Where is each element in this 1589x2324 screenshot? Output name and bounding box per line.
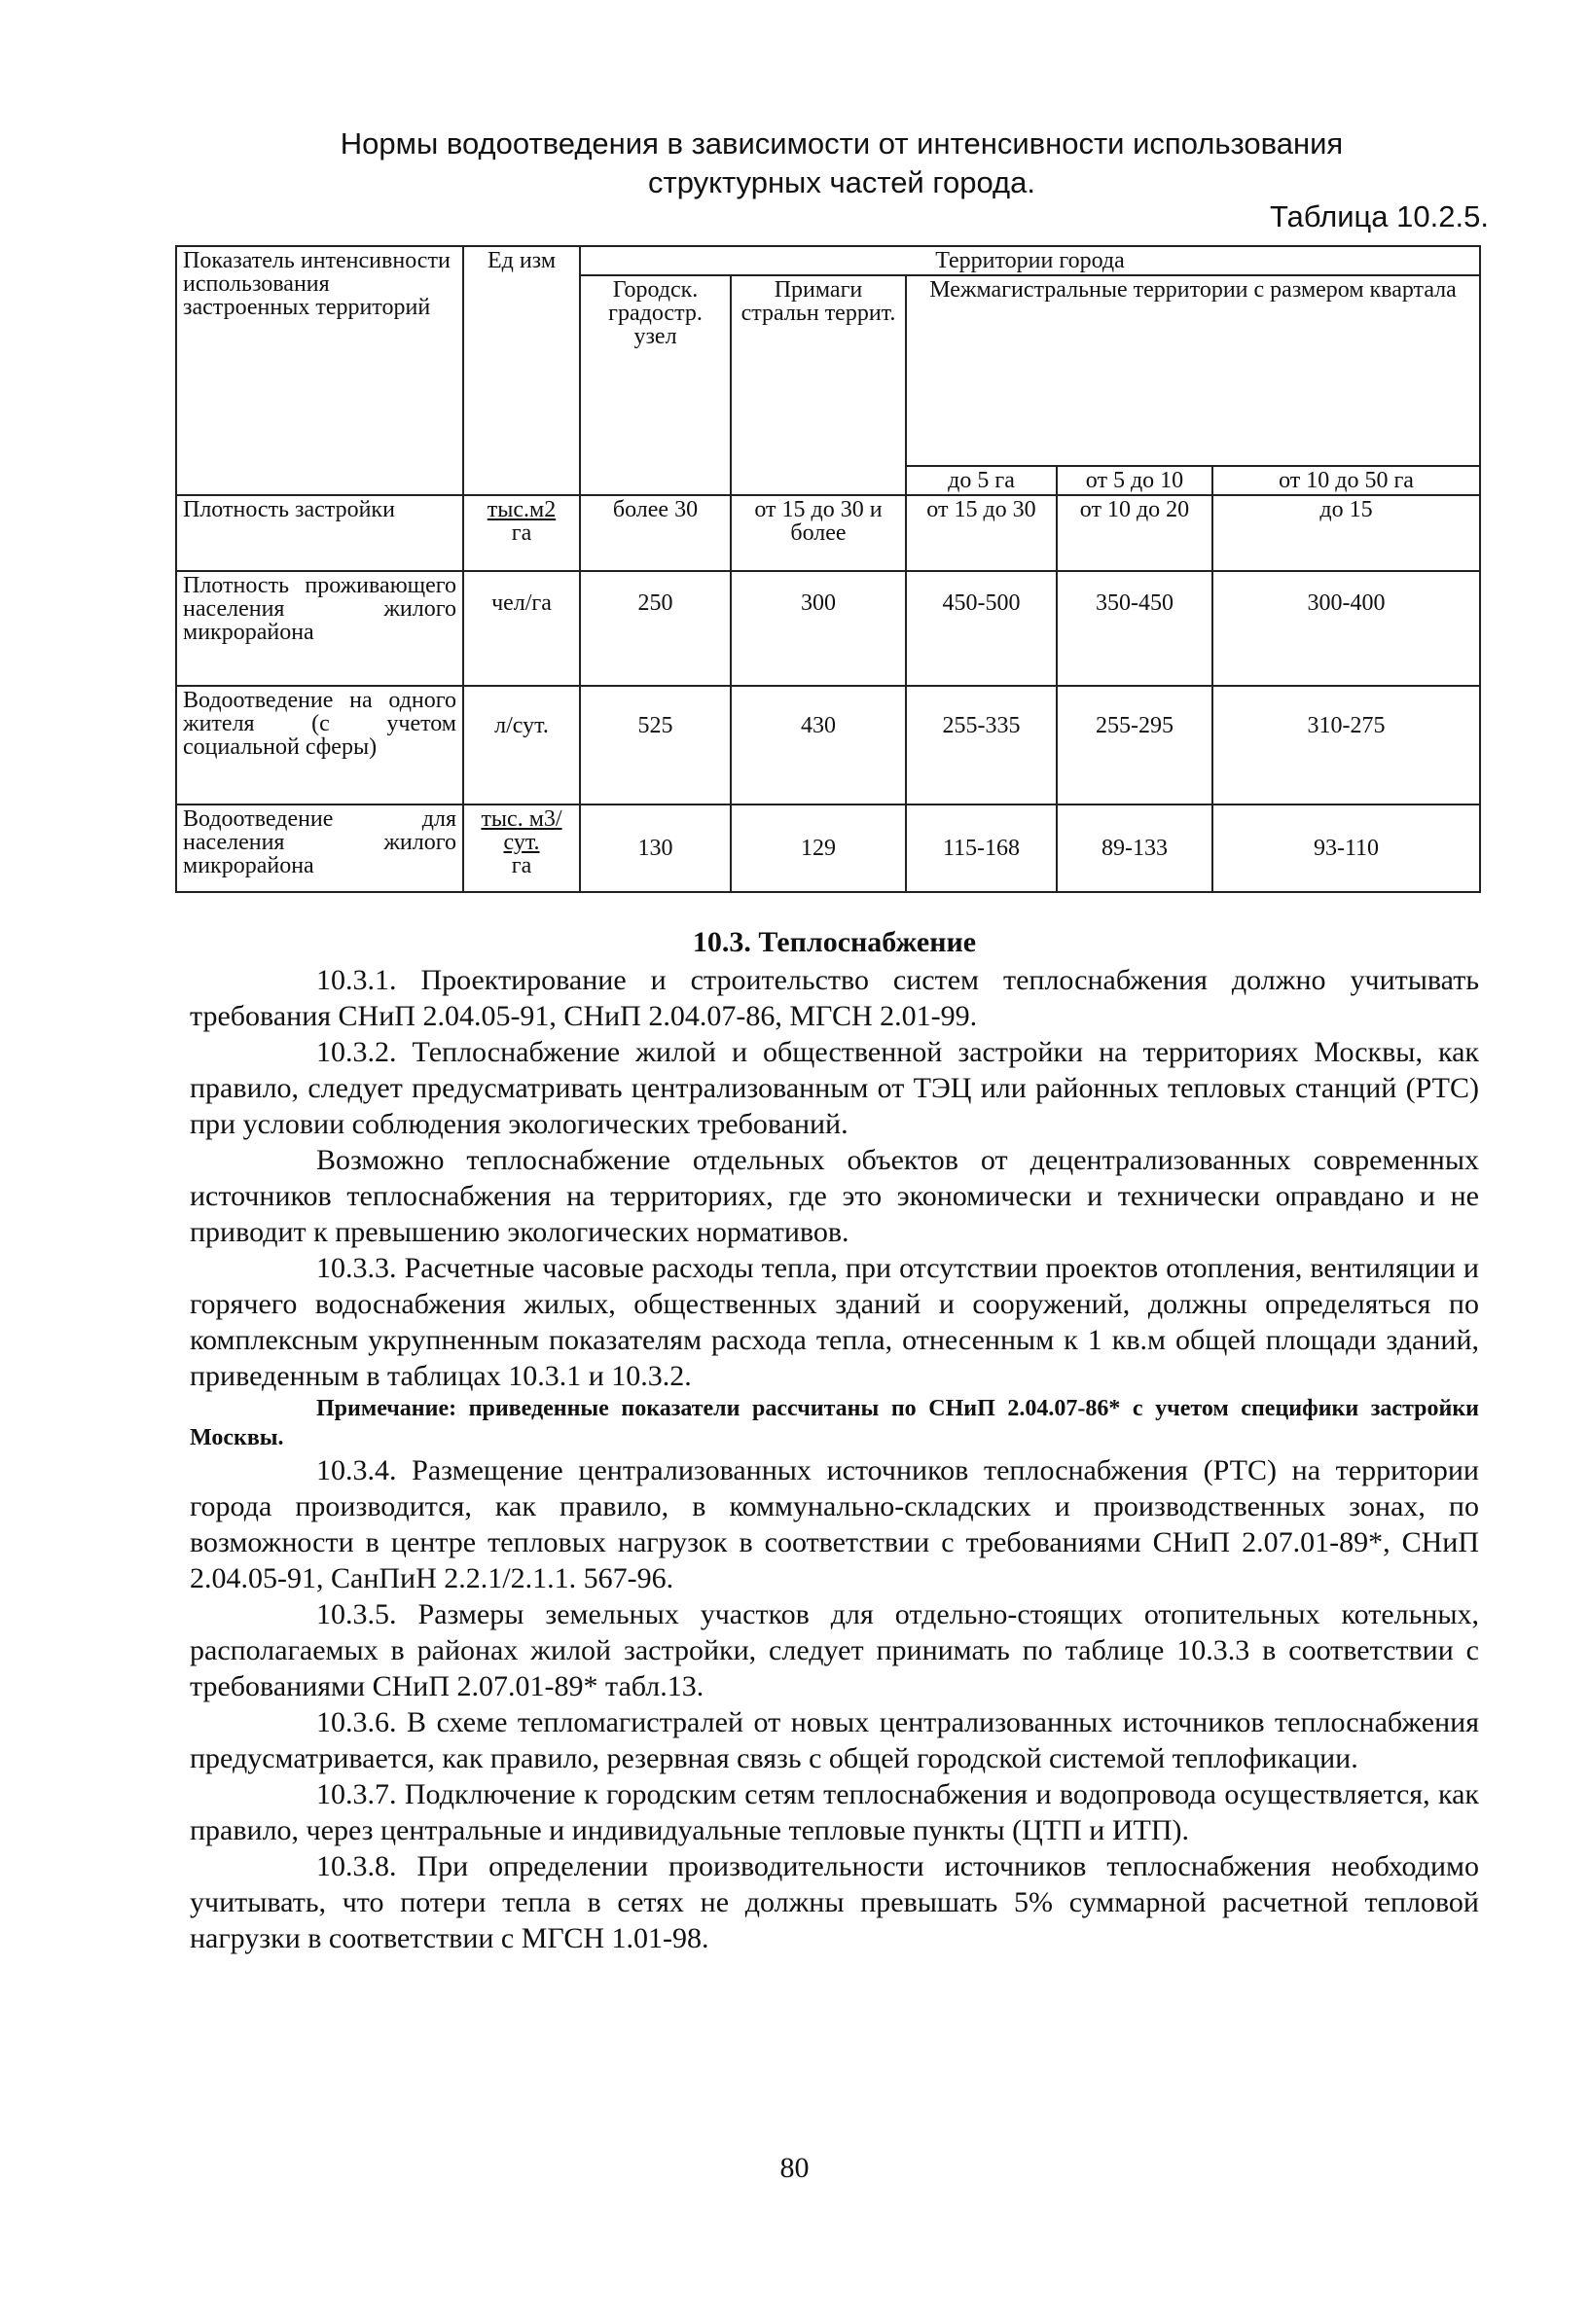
paragraph-10-3-1: 10.3.1. Проектирование и строительство систем теплоснабжения должно учитывать требования СНиП 2.04.05-91, СНиП 2.04.07-86, МГСН 2.01-99.: [190, 964, 1479, 1032]
row-unit: л/сут.: [463, 686, 580, 804]
cell-10-to-50: до 15: [1212, 495, 1480, 571]
row-unit: тыс.м2 га: [463, 495, 580, 571]
table-row: [176, 804, 1480, 892]
table-label: Таблица 10.2.5.: [1270, 199, 1489, 233]
section-heading: 10.3. Теплоснабжение: [692, 926, 977, 958]
title-line-2: структурных частей города.: [648, 165, 1035, 199]
paragraph-10-3-4: 10.3.4. Размещение централизованных источников теплоснабжения (РТС) на территории города производится, как правило, в коммунально-складских и производственных зонах, по возможности в центре тепловых нагрузок в соответствии с требованиями СНиП 2.07.01-89*, СНиП 2.04.05-91, СанПиН 2.2.1/2.1.1. 567-96.: [190, 1454, 1479, 1594]
header-sub-1: до 5 га: [906, 466, 1057, 495]
cell-adjacent: 129: [731, 804, 906, 892]
section-body: [190, 924, 1479, 1956]
header-adjacent: Примаги стральн террит.: [731, 275, 906, 495]
header-sub-2: от 5 до 10: [1057, 466, 1212, 495]
document-title: [292, 125, 1391, 202]
paragraph-decentralized: Возможно теплоснабжение отдельных объектов от децентрализованных современных источников теплоснабжения на территориях, где это экономически и технически оправдано и не приводит к превышению экологических нормативов.: [190, 1144, 1479, 1248]
paragraph-10-3-5: 10.3.5. Размеры земельных участков для отдельно-стоящих отопительных котельных, располагаемых в районах жилой застройки, следует принимать по таблице 10.3.3 в соответствии с требованиями СНиП 2.07.01-89* табл.13.: [190, 1598, 1479, 1702]
table-row: [176, 571, 1480, 686]
cell-10-to-50: 310-275: [1212, 686, 1480, 804]
cell-adjacent: 430: [731, 686, 906, 804]
header-sub-3: от 10 до 50 га: [1212, 466, 1480, 495]
cell-city-hub: 525: [580, 686, 731, 804]
row-label: Водоотведение на одного жителя (с учетом социальной сферы): [176, 686, 463, 804]
cell-5-to-10: от 10 до 20: [1057, 495, 1212, 571]
table-header-row-1: [176, 246, 1480, 275]
cell-5-to-10: 350-450: [1057, 571, 1212, 686]
note: Примечание: приведенные показатели рассчитаны по СНиП 2.04.07-86* с учетом специфики застройки Москвы.: [190, 1396, 1479, 1450]
paragraph-10-3-7: 10.3.7. Подключение к городским сетям теплоснабжения и водопровода осуществляется, как правило, через центральные и индивидуальные тепловые пункты (ЦТП и ИТП).: [190, 1778, 1479, 1846]
header-city-territories: Территории города: [580, 246, 1480, 275]
header-unit: Ед изм: [463, 246, 580, 495]
header-city-hub: Городск. градостр. узел: [580, 275, 731, 495]
cell-10-to-50: 300-400: [1212, 571, 1480, 686]
header-inter-highway: Межмагистральные территории с размером квартала: [906, 275, 1480, 466]
cell-5-to-10: 255-295: [1057, 686, 1212, 804]
row-label: Плотность застройки: [176, 495, 463, 571]
cell-up-to-5: от 15 до 30: [906, 495, 1057, 571]
cell-city-hub: 250: [580, 571, 731, 686]
page-number: 80: [779, 2152, 810, 2184]
cell-adjacent: от 15 до 30 и более: [731, 495, 906, 571]
row-unit: тыс. м3/сут. га: [463, 804, 580, 892]
cell-adjacent: 300: [731, 571, 906, 686]
cell-up-to-5: 255-335: [906, 686, 1057, 804]
table-row: [176, 495, 1480, 571]
cell-city-hub: более 30: [580, 495, 731, 571]
cell-up-to-5: 115-168: [906, 804, 1057, 892]
paragraph-10-3-8: 10.3.8. При определении производительности источников теплоснабжения необходимо учитывать, что потери тепла в сетях не должны превышать 5% суммарной расчетной тепловой нагрузки в соответствии с МГСН 1.01-98.: [190, 1850, 1479, 1954]
cell-city-hub: 130: [580, 804, 731, 892]
row-label: Плотность проживающего населения жилого микрорайона: [176, 571, 463, 686]
cell-5-to-10: 89-133: [1057, 804, 1212, 892]
paragraph-10-3-3: 10.3.3. Расчетные часовые расходы тепла, при отсутствии проектов отопления, вентиляции и горячего водоснабжения жилых, общественных зданий и сооружений, должны определяться по комплексным укрупненным показателям расхода тепла, отнесенным к 1 кв.м общей площади зданий, приведенным в таблицах 10.3.1 и 10.3.2.: [190, 1252, 1479, 1392]
cell-up-to-5: 450-500: [906, 571, 1057, 686]
row-unit: чел/га: [463, 571, 580, 686]
header-indicator: Показатель интенсивности использования застроенных территорий: [176, 246, 463, 495]
cell-10-to-50: 93-110: [1212, 804, 1480, 892]
paragraph-10-3-6: 10.3.6. В схеме тепломагистралей от новых централизованных источников теплоснабжения предусматривается, как правило, резервная связь с общей городской системой теплофикации.: [190, 1706, 1479, 1774]
norms-table: [175, 245, 1481, 893]
table-row: [176, 686, 1480, 804]
title-line-1: Нормы водоотведения в зависимости от интенсивности использования: [340, 126, 1344, 161]
row-label: Водоотведение для населения жилого микрорайона: [176, 804, 463, 892]
paragraph-10-3-2: 10.3.2. Теплоснабжение жилой и общественной застройки на территориях Москвы, как правило, следует предусматривать централизованным от ТЭЦ или районных тепловых станций (РТС) при условии соблюдения экологических требований.: [190, 1036, 1479, 1140]
